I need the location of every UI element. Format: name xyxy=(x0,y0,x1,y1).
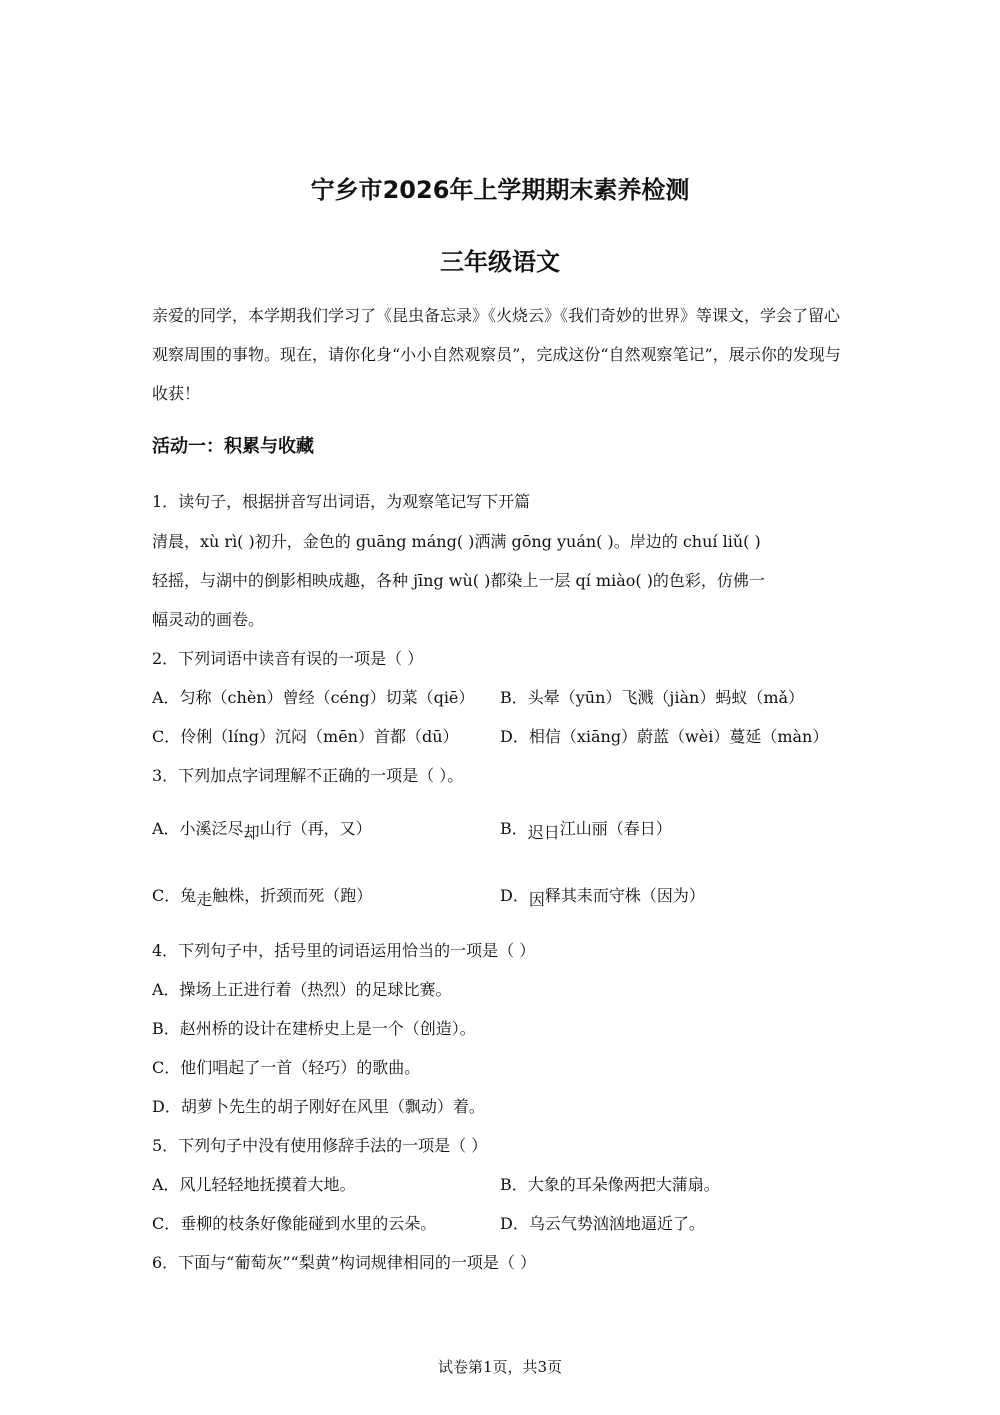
q4-option-c: C．他们唱起了一首（轻巧）的歌曲。 xyxy=(152,1058,421,1077)
dotted-word: 却 xyxy=(243,823,260,842)
q3-option-c xyxy=(152,883,373,909)
option-text: 释其耒而守株（因为） xyxy=(544,886,705,905)
q2-option-c: C．伶俐（líng）沉闷（mēn）首都（dū） xyxy=(152,727,459,746)
q2-option-b: B．头晕（yūn）飞溅（jiàn）蚂蚁（mǎ） xyxy=(500,688,805,707)
q4-option-a: A．操场上正进行着（热烈）的足球比赛。 xyxy=(152,980,452,999)
q5-option-b: B．大象的耳朵像两把大蒲扇。 xyxy=(500,1175,720,1194)
q1-line: 清晨，xù rì( )初升，金色的 guāng máng( )洒满 gōng yuán( )。岸边的 chuí liǔ( ) xyxy=(152,532,761,551)
option-text: A．小溪泛尽 xyxy=(152,819,244,838)
exam-title: 宁乡市2026年上学期期末素养检测 xyxy=(310,176,690,204)
q5-option-a: A．风儿轻轻地抚摸着大地。 xyxy=(152,1175,356,1194)
exam-subtitle: 三年级语文 xyxy=(440,248,560,276)
section-heading: 活动一：积累与收藏 xyxy=(152,436,314,457)
option-text: C．兔 xyxy=(152,886,197,905)
q1-line: 幅灵动的画卷。 xyxy=(152,610,265,629)
option-text: 江山丽（春日） xyxy=(559,819,672,838)
dotted-word: 走 xyxy=(196,890,213,909)
option-text: B． xyxy=(500,819,528,838)
q4-option-b: B．赵州桥的设计在建桥史上是一个（创造）。 xyxy=(152,1019,476,1038)
q6-stem: 6．下面与“葡萄灰”“梨黄”构词规律相同的一项是（ ） xyxy=(152,1253,536,1272)
q3-option-a xyxy=(152,816,372,842)
q5-stem: 5．下列句子中没有使用修辞手法的一项是（ ） xyxy=(152,1136,488,1155)
q2-stem: 2．下列词语中读音有误的一项是（ ） xyxy=(152,649,424,668)
q2-option-d: D．相信（xiāng）蔚蓝（wèi）蔓延（màn） xyxy=(500,727,829,746)
q1-stem: 1．读句子，根据拼音写出词语，为观察笔记写下开篇 xyxy=(152,492,531,511)
q4-option-d: D．胡萝卜先生的胡子刚好在风里（飘动）着。 xyxy=(152,1097,485,1116)
q1-line: 轻摇，与湖中的倒影相映成趣，各种 jīng wù( )都染上一层 qí miào( )的色彩，仿佛一 xyxy=(152,571,765,590)
option-text: 山行（再，又） xyxy=(259,819,372,838)
intro-paragraph: 亲爱的同学，本学期我们学习了《昆虫备忘录》《火烧云》《我们奇妙的世界》等课文，学会了留心观察周围的事物。现在，请你化身“小小自然观察员”，完成这份“自然观察笔记”，展示你的发现与收获！ xyxy=(152,306,841,403)
dotted-word: 迟日 xyxy=(527,823,560,842)
q4-stem: 4．下列句子中，括号里的词语运用恰当的一项是（ ） xyxy=(152,941,536,960)
q3-option-d xyxy=(500,883,705,909)
option-text: 触株，折颈而死（跑） xyxy=(212,886,373,905)
q3-stem: 3．下列加点字词理解不正确的一项是（ ）。 xyxy=(152,766,464,785)
q3-option-b xyxy=(500,816,672,842)
q5-option-d: D．乌云气势汹汹地逼近了。 xyxy=(500,1214,705,1233)
page-footer: 试卷第1页，共3页 xyxy=(437,1358,563,1376)
option-text: D． xyxy=(500,886,529,905)
q2-option-a: A．匀称（chèn）曾经（céng）切菜（qiē） xyxy=(152,688,475,707)
q5-option-c: C．垂柳的枝条好像能碰到水里的云朵。 xyxy=(152,1214,437,1233)
dotted-word: 因 xyxy=(528,890,545,909)
